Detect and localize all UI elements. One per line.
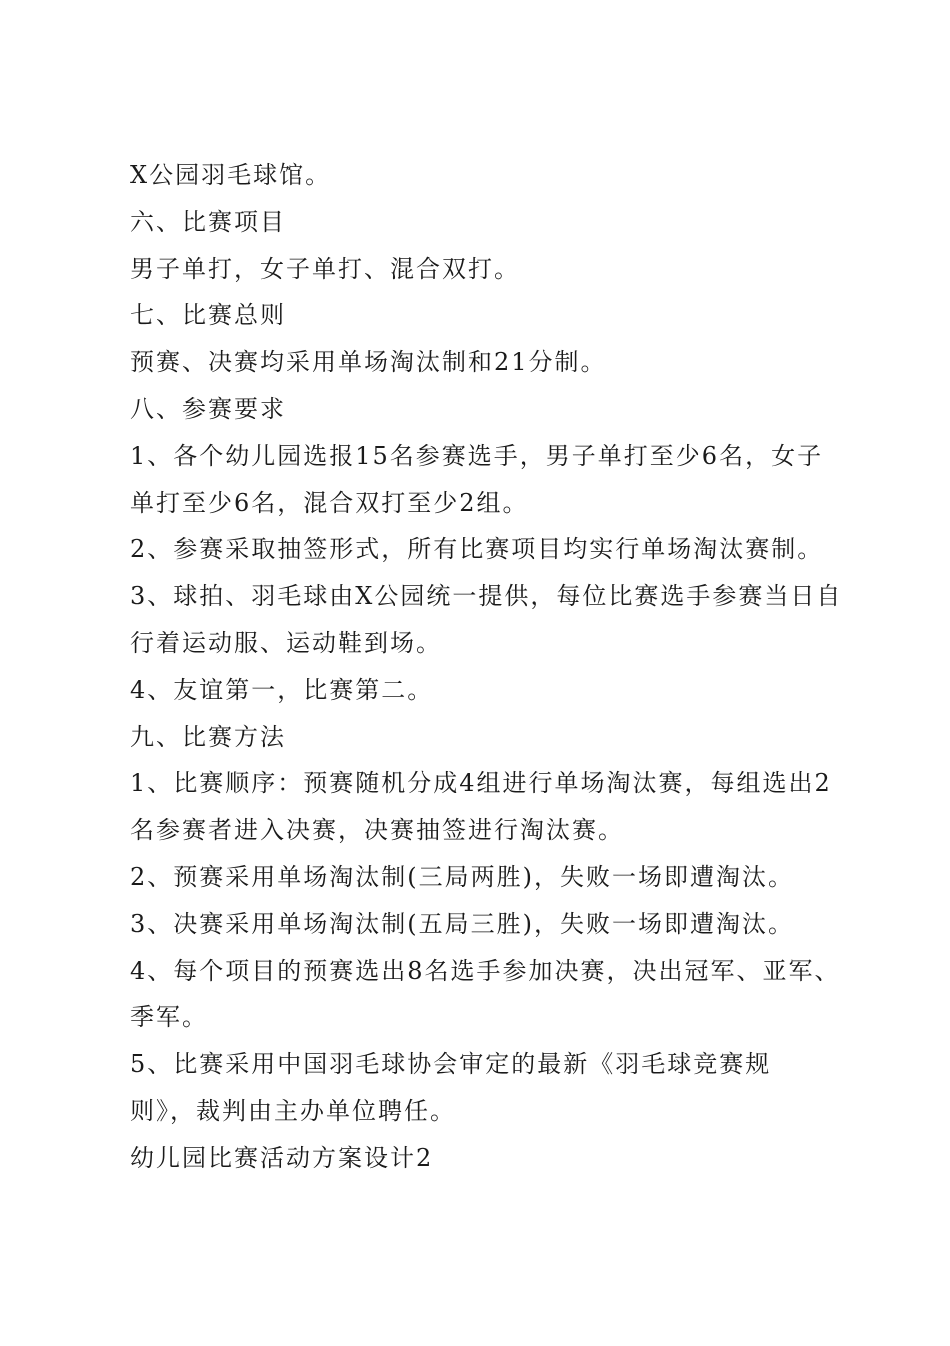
section-heading-requirements: 八、参赛要求	[130, 394, 286, 423]
text-line-events: 男子单打，女子单打、混合双打。	[130, 254, 520, 283]
document-body	[130, 152, 843, 1182]
text-line-method-1a: 1、比赛顺序：预赛随机分成4组进行单场淘汰赛，每组选出2	[130, 769, 832, 798]
text-line-method-4a: 4、每个项目的预赛选出8名选手参加决赛，决出冠军、亚军、	[130, 956, 841, 985]
section-heading-method: 九、比赛方法	[130, 722, 286, 751]
text-line-requirement-1a: 1、各个幼儿园选报15名参赛选手，男子单打至少6名，女子	[130, 441, 824, 470]
text-line-method-4b: 季军。	[130, 1003, 208, 1032]
text-line-method-3: 3、决赛采用单场淘汰制(五局三胜)，失败一场即遭淘汰。	[130, 909, 794, 938]
document-subtitle: 幼儿园比赛活动方案设计2	[130, 1143, 434, 1172]
text-line-requirement-3a: 3、球拍、羽毛球由X公园统一提供，每位比赛选手参赛当日自	[130, 582, 843, 611]
section-heading-general-rules: 七、比赛总则	[130, 301, 286, 330]
section-heading-events: 六、比赛项目	[130, 207, 286, 236]
text-line-requirement-2: 2、参赛采取抽签形式，所有比赛项目均实行单场淘汰赛制。	[130, 535, 824, 564]
text-line-requirement-1b: 单打至少6名，混合双打至少2组。	[130, 488, 529, 517]
text-line-method-1b: 名参赛者进入决赛，决赛抽签进行淘汰赛。	[130, 816, 624, 845]
text-line-venue: X公园羽毛球馆。	[130, 161, 332, 189]
text-line-requirement-4: 4、友谊第一，比赛第二。	[130, 675, 434, 704]
text-line-method-5a: 5、比赛采用中国羽毛球协会审定的最新《羽毛球竞赛规	[130, 1050, 772, 1079]
text-line-general-rules: 预赛、决赛均采用单场淘汰制和21分制。	[130, 348, 607, 377]
text-line-method-2: 2、预赛采用单场淘汰制(三局两胜)，失败一场即遭淘汰。	[130, 862, 794, 891]
text-line-requirement-3b: 行着运动服、运动鞋到场。	[130, 628, 442, 657]
text-line-method-5b: 则》，裁判由主办单位聘任。	[130, 1096, 456, 1125]
